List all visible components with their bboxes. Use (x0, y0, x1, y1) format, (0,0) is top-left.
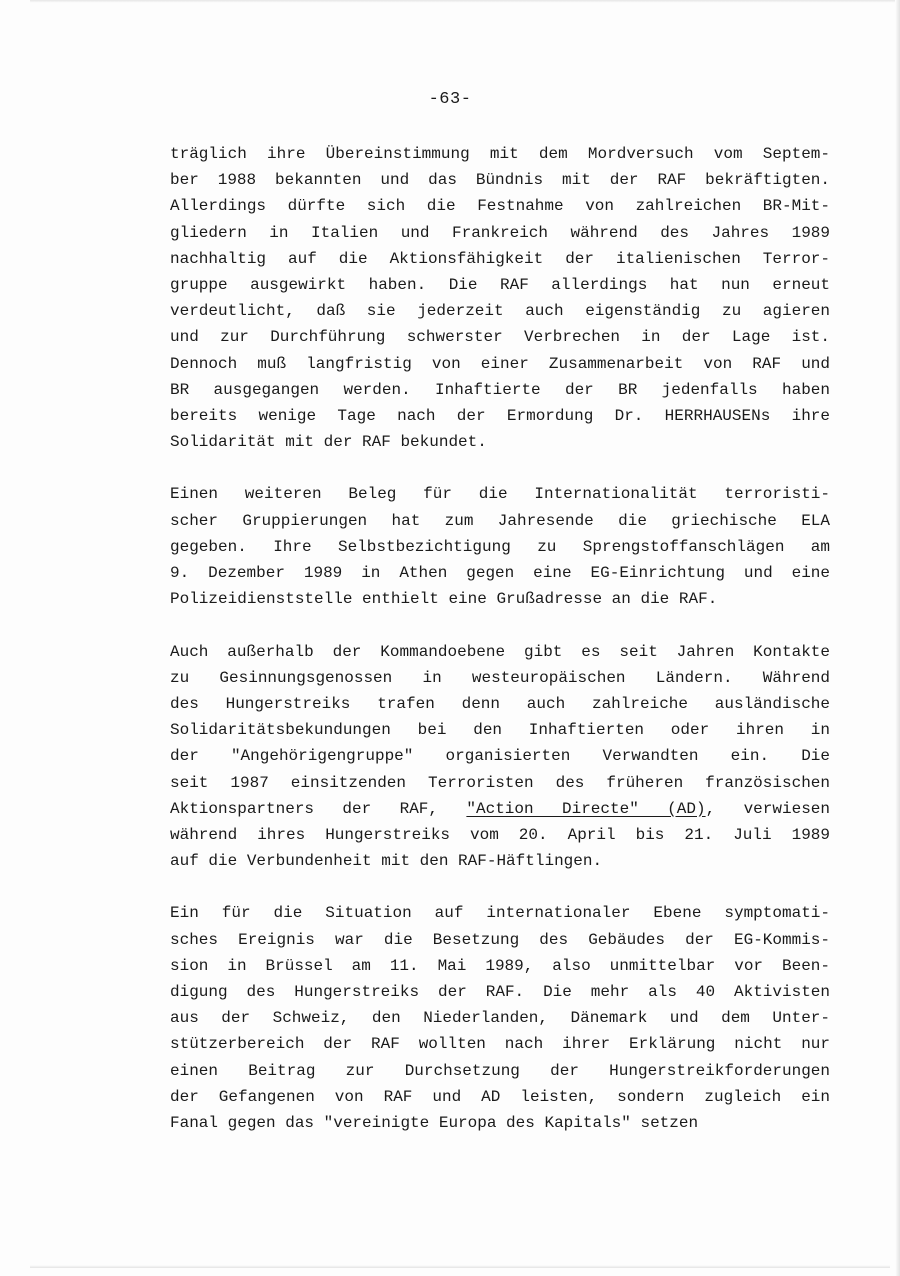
text-line: scher Gruppierungen hat zum Jahresende die griechische ELA (170, 511, 830, 530)
text-line: seit 1987 einsitzenden Terroristen des früheren französischen (170, 773, 830, 792)
page-number: -63- (428, 90, 472, 109)
text-line: des Hungerstreiks trafen denn auch zahlreiche ausländische (170, 694, 830, 713)
scan-edge-right (895, 0, 900, 1276)
text-line: Solidarität mit der RAF bekundet. (170, 433, 487, 452)
text-line: Polizeidienststelle enthielt eine Grußadresse an die RAF. (170, 590, 718, 609)
text-line: und zur Durchführung schwerster Verbrechen in der Lage ist. (170, 328, 830, 347)
text-line: auf die Verbundenheit mit den RAF-Häftlingen. (170, 852, 603, 871)
scan-edge-bottom (30, 1265, 890, 1268)
text-line: Ein für die Situation auf internationaler Ebene symptomati- (170, 904, 830, 923)
text-line: einen Beitrag zur Durchsetzung der Hungerstreikforderungen (170, 1061, 830, 1080)
text-segment: , verwiesen (705, 799, 830, 818)
paragraph-4 (170, 900, 830, 1136)
text-line: sion in Brüssel am 11. Mai 1989, also unmittelbar vor Been- (170, 956, 830, 975)
text-line: BR ausgegangen werden. Inhaftierte der BR jedenfalls haben (170, 380, 830, 399)
text-line: der Gefangenen von RAF und AD leisten, sondern zugleich ein (170, 1087, 830, 1106)
text-line: digung des Hungerstreiks der RAF. Die mehr als 40 Aktivisten (170, 983, 830, 1001)
text-line: der "Angehörigengruppe" organisierten Verwandten ein. Die (170, 747, 830, 766)
text-line: ber 1988 bekannten und das Bündnis mit der RAF bekräftigten. (170, 171, 830, 190)
text-line: träglich ihre Übereinstimmung mit dem Mordversuch vom Septem- (170, 145, 830, 163)
text-line: gegeben. Ihre Selbstbezichtigung zu Sprengstoffanschlägen am (170, 537, 830, 556)
text-line: zu Gesinnungsgenossen in westeuropäischen Ländern. Während (170, 668, 830, 687)
text-line: stützerbereich der RAF wollten nach ihrer Erklärung nicht nur (170, 1035, 830, 1054)
text-line: bereits wenige Tage nach der Ermordung Dr. HERRHAUSENs ihre (170, 406, 830, 425)
text-line-with-underline (170, 796, 830, 822)
text-line: aus der Schweiz, den Niederlanden, Dänemark und dem Unter- (170, 1009, 830, 1028)
text-line: gliedern in Italien und Frankreich während des Jahres 1989 (170, 223, 830, 242)
text-line: Einen weiteren Beleg für die Internationalität terroristi- (170, 485, 830, 504)
document-body (170, 141, 830, 1162)
text-line: verdeutlicht, daß sie jederzeit auch eigenständig zu agieren (170, 302, 830, 321)
text-line: während ihres Hungerstreiks vom 20. April bis 21. Juli 1989 (170, 825, 830, 844)
text-line: Allerdings dürfte sich die Festnahme von zahlreichen BR-Mit- (170, 197, 830, 216)
underlined-term: "Action Directe" (AD) (466, 799, 706, 818)
text-segment: Aktionspartners der RAF, (170, 799, 467, 818)
scan-edge-top (30, 0, 900, 3)
text-line: 9. Dezember 1989 in Athen gegen eine EG-Einrichtung und eine (170, 564, 830, 582)
text-line: sches Ereignis war die Besetzung des Gebäudes der EG-Kommis- (170, 930, 830, 949)
paragraph-2 (170, 481, 830, 612)
paragraph-1 (170, 141, 830, 455)
text-line: Dennoch muß langfristig von einer Zusammenarbeit von RAF und (170, 354, 830, 373)
text-line: Auch außerhalb der Kommandoebene gibt es seit Jahren Kontakte (170, 642, 830, 661)
paragraph-3 (170, 639, 830, 875)
text-line: gruppe ausgewirkt haben. Die RAF allerdings hat nun erneut (170, 275, 830, 294)
text-line: nachhaltig auf die Aktionsfähigkeit der italienischen Terror- (170, 249, 830, 268)
text-line: Solidaritätsbekundungen bei den Inhaftierten oder ihren in (170, 721, 830, 740)
text-line: Fanal gegen das "vereinigte Europa des Kapitals" setzen (170, 1113, 699, 1132)
